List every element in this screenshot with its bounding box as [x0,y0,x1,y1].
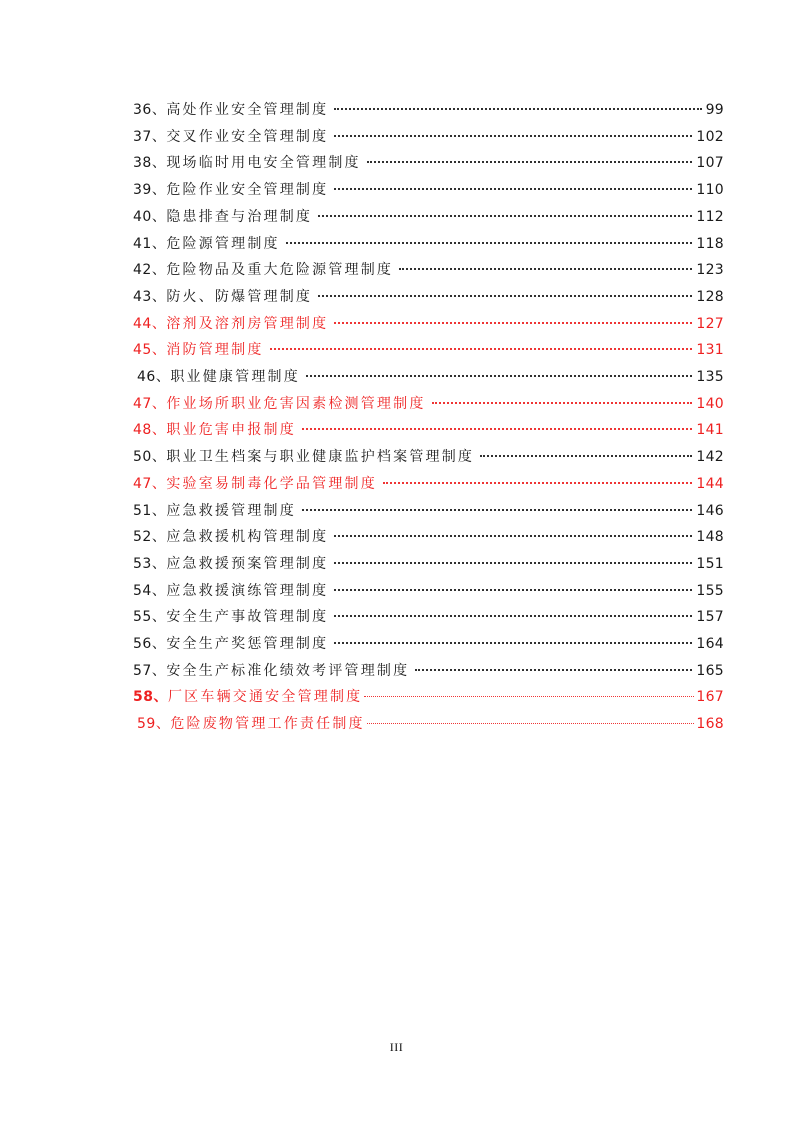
toc-entry-number: 54、 [133,582,167,599]
toc-dot-leader [302,509,692,511]
toc-entry-page-number: 151 [696,555,724,572]
page-number-footer: III [389,1040,404,1054]
toc-entry-number: 51、 [133,502,167,519]
toc-entry-number: 45、 [133,342,167,359]
toc-entry-page-number: 157 [696,609,724,626]
toc-entry-page-number: 99 [705,102,724,118]
toc-entry-number: 58、 [133,689,168,706]
toc-entry-number: 57、 [133,662,167,679]
toc-entry-number: 46、 [137,369,171,385]
toc-entry[interactable] [133,257,724,283]
toc-entry-page-number: 168 [696,716,724,733]
toc-entry-title: 安全生产标准化绩效考评管理制度 [166,662,410,679]
toc-entry-title: 厂区车辆交通安全管理制度 [167,689,363,706]
toc-dot-leader [318,215,692,217]
toc-entry-title: 危险废物管理工作责任制度 [170,716,365,733]
toc-entry-title: 职业卫生档案与职业健康监护档案管理制度 [166,449,475,466]
toc-entry-page-number: 144 [696,475,724,492]
toc-entry[interactable] [133,124,724,150]
toc-entry-page-number: 107 [696,155,724,172]
toc-dot-leader [334,589,692,591]
toc-entry-number: 40、 [133,208,167,225]
toc-entry[interactable] [133,337,724,363]
toc-entry[interactable] [133,444,724,470]
toc-entry-number: 42、 [133,262,167,279]
toc-entry-number: 48、 [133,422,167,439]
toc-entry-title: 应急救援演练管理制度 [166,582,329,599]
toc-dot-leader [270,348,693,350]
toc-entry-number: 38、 [133,155,167,172]
toc-entry[interactable] [133,150,724,176]
toc-entry[interactable] [133,551,724,577]
toc-entry-title: 消防管理制度 [166,342,264,359]
toc-dot-leader [334,562,692,564]
toc-entry-number: 47、 [133,475,167,492]
toc-entry[interactable] [133,231,724,257]
toc-dot-leader [364,696,694,697]
toc-entry[interactable] [133,177,724,203]
toc-entry-title: 职业危害申报制度 [166,422,296,439]
toc-entry-page-number: 140 [696,395,724,412]
toc-dot-leader [334,108,701,110]
toc-entry[interactable] [133,97,724,123]
toc-dot-leader [367,723,695,724]
toc-entry-page-number: 127 [696,315,724,332]
toc-entry-title: 职业健康管理制度 [170,369,300,385]
toc-entry[interactable] [133,204,724,230]
toc-entry-title: 应急救援机构管理制度 [166,529,329,546]
toc-entry-title: 应急救援预案管理制度 [166,555,329,572]
toc-entry-page-number: 110 [696,182,724,199]
toc-entry-page-number: 128 [696,288,724,305]
toc-entry[interactable] [133,391,724,417]
toc-entry[interactable] [133,684,724,710]
toc-entry-title: 溶剂及溶剂房管理制度 [166,315,329,332]
toc-dot-leader [334,322,692,324]
toc-entry-title: 安全生产奖惩管理制度 [166,636,329,652]
toc-entry[interactable] [133,284,724,310]
toc-entry[interactable] [137,364,724,390]
toc-entry-page-number: 112 [696,208,724,225]
toc-entry[interactable] [133,524,724,550]
toc-entry-number: 56、 [133,636,167,652]
toc-entry[interactable] [133,471,724,497]
toc-entry[interactable] [133,658,724,684]
toc-entry-number: 39、 [133,182,167,199]
toc-entry[interactable] [133,417,724,443]
toc-dot-leader [367,161,693,163]
toc-entry-page-number: 141 [696,422,724,439]
toc-entry-title: 隐患排查与治理制度 [166,208,313,225]
toc-entry[interactable] [133,604,724,630]
toc-entry-number: 44、 [133,315,167,332]
toc-entry-title: 实验室易制毒化学品管理制度 [166,475,377,492]
toc-entry-number: 50、 [133,449,167,466]
toc-entry-number: 43、 [133,288,167,305]
toc-dot-leader [383,482,692,484]
toc-entry-title: 交叉作业安全管理制度 [166,128,329,145]
toc-entry-title: 安全生产事故管理制度 [166,609,329,626]
toc-entry-page-number: 123 [696,262,724,279]
toc-entry-page-number: 164 [696,636,724,652]
toc-dot-leader [432,402,693,404]
toc-dot-leader [480,455,692,457]
toc-entry-title: 应急救援管理制度 [166,502,296,519]
toc-entry-page-number: 118 [696,235,724,252]
toc-entry-page-number: 167 [696,689,724,706]
toc-entry-title: 危险作业安全管理制度 [166,182,329,199]
toc-dot-leader [334,642,692,644]
toc-entry-page-number: 142 [696,449,724,466]
toc-dot-leader [334,188,692,190]
toc-dot-leader [302,428,692,430]
toc-entry-number: 52、 [133,529,167,546]
toc-entry-number: 53、 [133,555,167,572]
toc-dot-leader [318,295,692,297]
toc-entry-number: 47、 [133,395,167,412]
toc-entry-title: 作业场所职业危害因素检测管理制度 [166,395,426,412]
toc-entry-page-number: 135 [696,369,724,385]
toc-dot-leader [306,375,692,377]
toc-entry[interactable] [133,578,724,604]
toc-dot-leader [286,242,693,244]
toc-entry-page-number: 165 [696,662,724,679]
toc-entry[interactable] [133,631,724,657]
toc-entry-page-number: 146 [696,502,724,519]
toc-entry-page-number: 155 [696,582,724,599]
toc-entry-title: 高处作业安全管理制度 [166,102,329,118]
toc-entry-title: 危险物品及重大危险源管理制度 [166,262,394,279]
toc-dot-leader [334,615,692,617]
toc-entry-page-number: 148 [696,529,724,546]
toc-entry-number: 55、 [133,609,167,626]
toc-entry-number: 59、 [137,716,171,733]
toc-entry-title: 现场临时用电安全管理制度 [166,155,361,172]
toc-entry-page-number: 131 [696,342,724,359]
toc-dot-leader [334,135,692,137]
toc-entry[interactable] [133,311,724,337]
toc-entry-page-number: 102 [696,128,724,145]
toc-entry-number: 36、 [133,102,167,118]
toc-dot-leader [334,535,692,537]
toc-entry-title: 危险源管理制度 [166,235,280,252]
toc-entry[interactable] [133,498,724,524]
toc-dot-leader [415,669,692,671]
toc-entry-number: 41、 [133,235,167,252]
toc-entry-title: 防火、防爆管理制度 [166,288,313,305]
toc-dot-leader [399,268,692,270]
toc-entry-number: 37、 [133,128,167,145]
toc-entry[interactable] [137,711,724,737]
